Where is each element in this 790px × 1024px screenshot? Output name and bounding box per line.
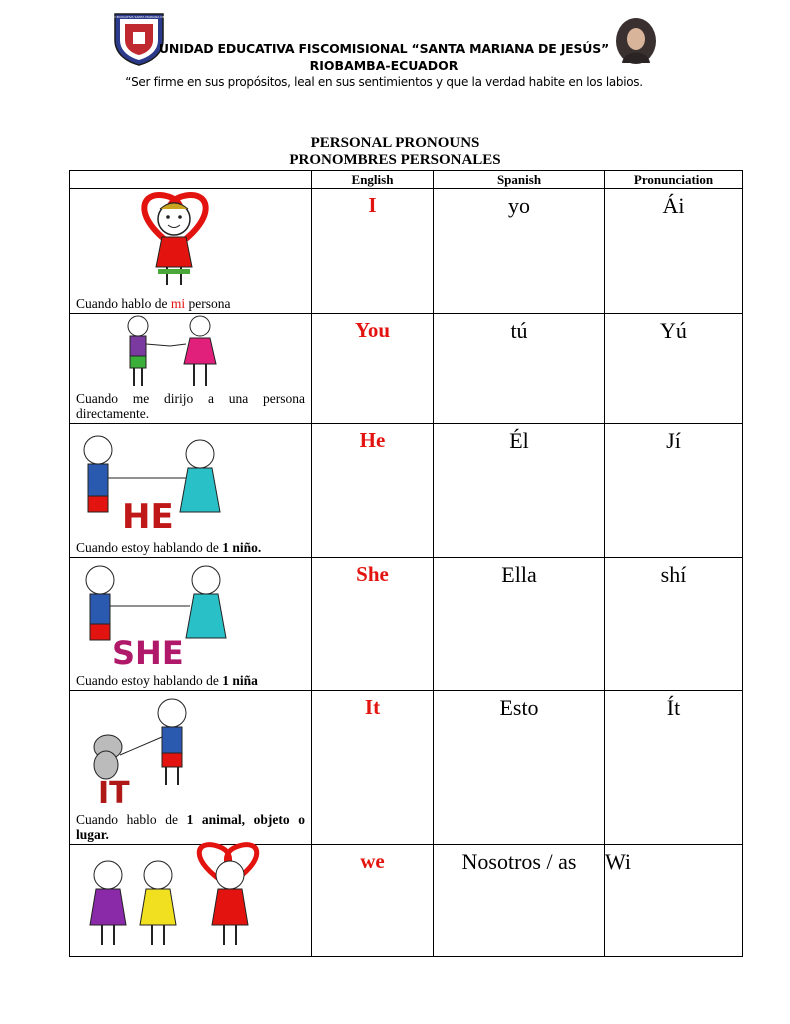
pronunciation-cell xyxy=(605,314,743,424)
row-caption: Cuando estoy hablando de 1 niña xyxy=(76,673,258,688)
pronoun-image-cell xyxy=(70,189,312,314)
pronunciation-cell xyxy=(605,424,743,558)
pronunciation-cell xyxy=(605,845,743,957)
school-city: RIOBAMBA-ECUADOR xyxy=(309,58,459,73)
school-motto: “Ser firme en sus propósitos, leal en sus sentimientos y que la verdad habite en los labios. xyxy=(125,75,643,89)
pronoun-image-cell xyxy=(70,845,312,957)
pronunciation-text: shí xyxy=(660,562,687,587)
spanish-cell xyxy=(434,189,605,314)
pronunciation-cell xyxy=(605,558,743,691)
english-cell xyxy=(312,845,434,957)
he-art-lettering: HE xyxy=(122,497,174,537)
spanish-pronoun: Él xyxy=(509,428,529,453)
pronouns-table xyxy=(69,170,743,957)
pronunciation-text: Yú xyxy=(660,318,687,343)
table-row xyxy=(70,189,743,314)
row-caption: Cuando me dirijo a una persona directamente. xyxy=(76,391,305,421)
spanish-pronoun: Ella xyxy=(501,562,537,587)
english-pronoun: You xyxy=(354,318,391,342)
spanish-cell xyxy=(434,314,605,424)
english-cell xyxy=(312,691,434,845)
pronunciation-cell xyxy=(605,189,743,314)
school-name: UNIDAD EDUCATIVA FISCOMISIONAL “SANTA MARIANA DE JESÚS” xyxy=(158,41,610,56)
table-row xyxy=(70,845,743,957)
saint-portrait-image xyxy=(614,17,658,65)
she-art-lettering: SHE xyxy=(112,634,184,672)
spanish-pronoun: Nosotros / as xyxy=(461,849,577,874)
pronunciation-text: Ái xyxy=(662,193,685,218)
spanish-pronoun: Esto xyxy=(499,695,539,720)
pronoun-image-cell xyxy=(70,558,312,691)
english-pronoun: He xyxy=(359,428,386,452)
pronunciation-text: Ít xyxy=(666,695,681,720)
english-cell xyxy=(312,189,434,314)
three-kids-illustration xyxy=(70,845,311,957)
row-caption: Cuando hablo de 1 animal, objeto o lugar. xyxy=(76,812,306,842)
pronunciation-text: Jí xyxy=(666,428,681,453)
spanish-pronoun: tú xyxy=(510,318,528,343)
header-english: English xyxy=(312,171,434,189)
pronoun-image-cell xyxy=(70,314,312,424)
table-header-row xyxy=(70,171,743,189)
it-cat-illustration xyxy=(70,691,311,811)
row-caption: Cuando estoy hablando de 1 niño. xyxy=(76,540,262,555)
boy-girl-holding-hands-illustration xyxy=(70,314,311,392)
spanish-cell xyxy=(434,691,605,845)
page-title-spanish: PRONOMBRES PERSONALES xyxy=(289,152,501,168)
header-image-cell xyxy=(70,171,312,189)
spanish-pronoun: yo xyxy=(508,193,530,218)
page-title-english: PERSONAL PRONOUNS xyxy=(310,135,480,151)
english-cell xyxy=(312,558,434,691)
logo-lettering: UNIDAD EDUCATIVA SANTA MARIANA DE JESÚS xyxy=(103,15,175,19)
table-row xyxy=(70,314,743,424)
english-pronoun: She xyxy=(356,562,389,586)
spanish-cell xyxy=(434,845,605,957)
he-boy-illustration xyxy=(70,424,311,542)
pronoun-image-cell xyxy=(70,691,312,845)
table-row xyxy=(70,691,743,845)
english-pronoun: I xyxy=(368,193,377,217)
she-girl-illustration xyxy=(70,558,311,673)
spanish-cell xyxy=(434,558,605,691)
pronunciation-text: Wi xyxy=(605,849,631,874)
table-row xyxy=(70,424,743,558)
english-cell xyxy=(312,314,434,424)
girl-heart-illustration xyxy=(70,189,311,299)
row-caption: Cuando hablo de mi persona xyxy=(76,296,231,311)
pronoun-image-cell xyxy=(70,424,312,558)
header-spanish: Spanish xyxy=(434,171,605,189)
english-pronoun: we xyxy=(360,849,385,873)
it-art-lettering: IT xyxy=(98,776,130,811)
pronunciation-cell xyxy=(605,691,743,845)
english-cell xyxy=(312,424,434,558)
english-pronoun: It xyxy=(364,695,381,719)
spanish-cell xyxy=(434,424,605,558)
document-header xyxy=(0,0,768,100)
table-row xyxy=(70,558,743,691)
header-pronunciation: Pronunciation xyxy=(605,171,743,189)
